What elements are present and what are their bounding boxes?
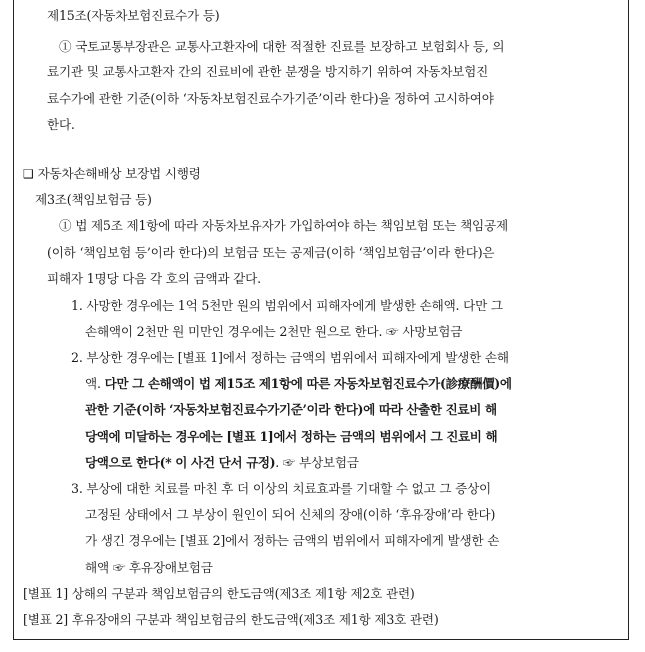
appendix-ref-2: [별표 2] 후유장애의 구분과 책임보험금의 한도금액(제3조 제1항 제3호 관련) (23, 612, 439, 627)
article3-line-2: (이하 ‘책임보험 등’이라 한다)의 보험금 또는 공제금(이하 ‘책임보험금’이라 한다)은 (47, 245, 495, 260)
item3-line-2: 고정된 상태에서 그 부상이 원인이 되어 신체의 장애(이하 ‘후유장애’라 한다) (85, 507, 496, 522)
item1-line-1: 1. 사망한 경우에는 1억 5천만 원의 범위에서 피해자에게 발생한 손해액. 다만 그 (71, 298, 503, 313)
item3-line-1: 3. 부상에 대한 치료를 마친 후 더 이상의 치료효과를 기대할 수 없고 그 증상이 (71, 481, 492, 496)
item2-line-4: 당액에 미달하는 경우에는 [별표 1]에서 정하는 금액의 범위에서 그 진료비 해 (85, 429, 498, 444)
item2-line-5-normal: . ☞ 부상보험금 (275, 455, 359, 470)
article15-line-1: ① 국토교통부장관은 교통사고환자에 대한 적절한 진료를 보장하고 보험회사 등, 의 (59, 39, 505, 54)
section-title: 자동차손해배상 보장법 시행령 (37, 166, 201, 181)
article15-line-4: 한다. (47, 117, 75, 132)
item2-line-3: 관한 기준(이하 ‘자동차보험진료수가기준’이라 한다)에 따라 산출한 진료비 해 (85, 402, 497, 417)
item2-line-5 (85, 455, 359, 471)
article3-line-3: 피해자 1명당 다음 각 호의 금액과 같다. (47, 271, 261, 286)
article15-line-2: 료기관 및 교통사고환자 간의 진료비에 관한 분쟁을 방지하기 위하여 자동차보험진 (47, 64, 489, 79)
item3-line-4: 해액 ☞ 후유장애보험금 (85, 560, 213, 575)
item2-line-2-bold: 다만 그 손해액이 법 제15조 제1항에 따른 자동차보험진료수가(診療酬價)에 (104, 376, 512, 391)
checkbox-bullet-icon: ❑ (23, 167, 34, 181)
item2-line-1: 2. 부상한 경우에는 [별표 1]에서 정하는 금액의 범위에서 피해자에게 발생한 손해 (71, 350, 509, 365)
article3-line-1: ① 법 제5조 제1항에 따라 자동차보유자가 가입하여야 하는 책임보험 또는 책임공제 (59, 218, 508, 233)
item3-line-3: 가 생긴 경우에는 [별표 2]에서 정하는 금액의 범위에서 피해자에게 발생한 손 (85, 533, 500, 548)
item2-line-2-normal: 액. (85, 376, 101, 391)
item1-line-2: 손해액이 2천만 원 미만인 경우에는 2천만 원으로 한다. ☞ 사망보험금 (85, 324, 463, 339)
appendix-ref-1: [별표 1] 상해의 구분과 책임보험금의 한도금액(제3조 제1항 제2호 관련) (23, 586, 415, 601)
section-header (23, 166, 201, 182)
item2-line-5-bold: 당액으로 한다(* 이 사건 단서 규정) (85, 455, 276, 470)
item2-line-2 (85, 376, 512, 392)
article15-line-3: 료수가에 관한 기준(이하 ‘자동차보험진료수가기준’이라 한다)을 정하여 고시하여야 (47, 91, 494, 106)
article3-title: 제3조(책임보험금 등) (35, 192, 152, 207)
article15-title: 제15조(자동차보험진료수가 등) (47, 8, 220, 23)
